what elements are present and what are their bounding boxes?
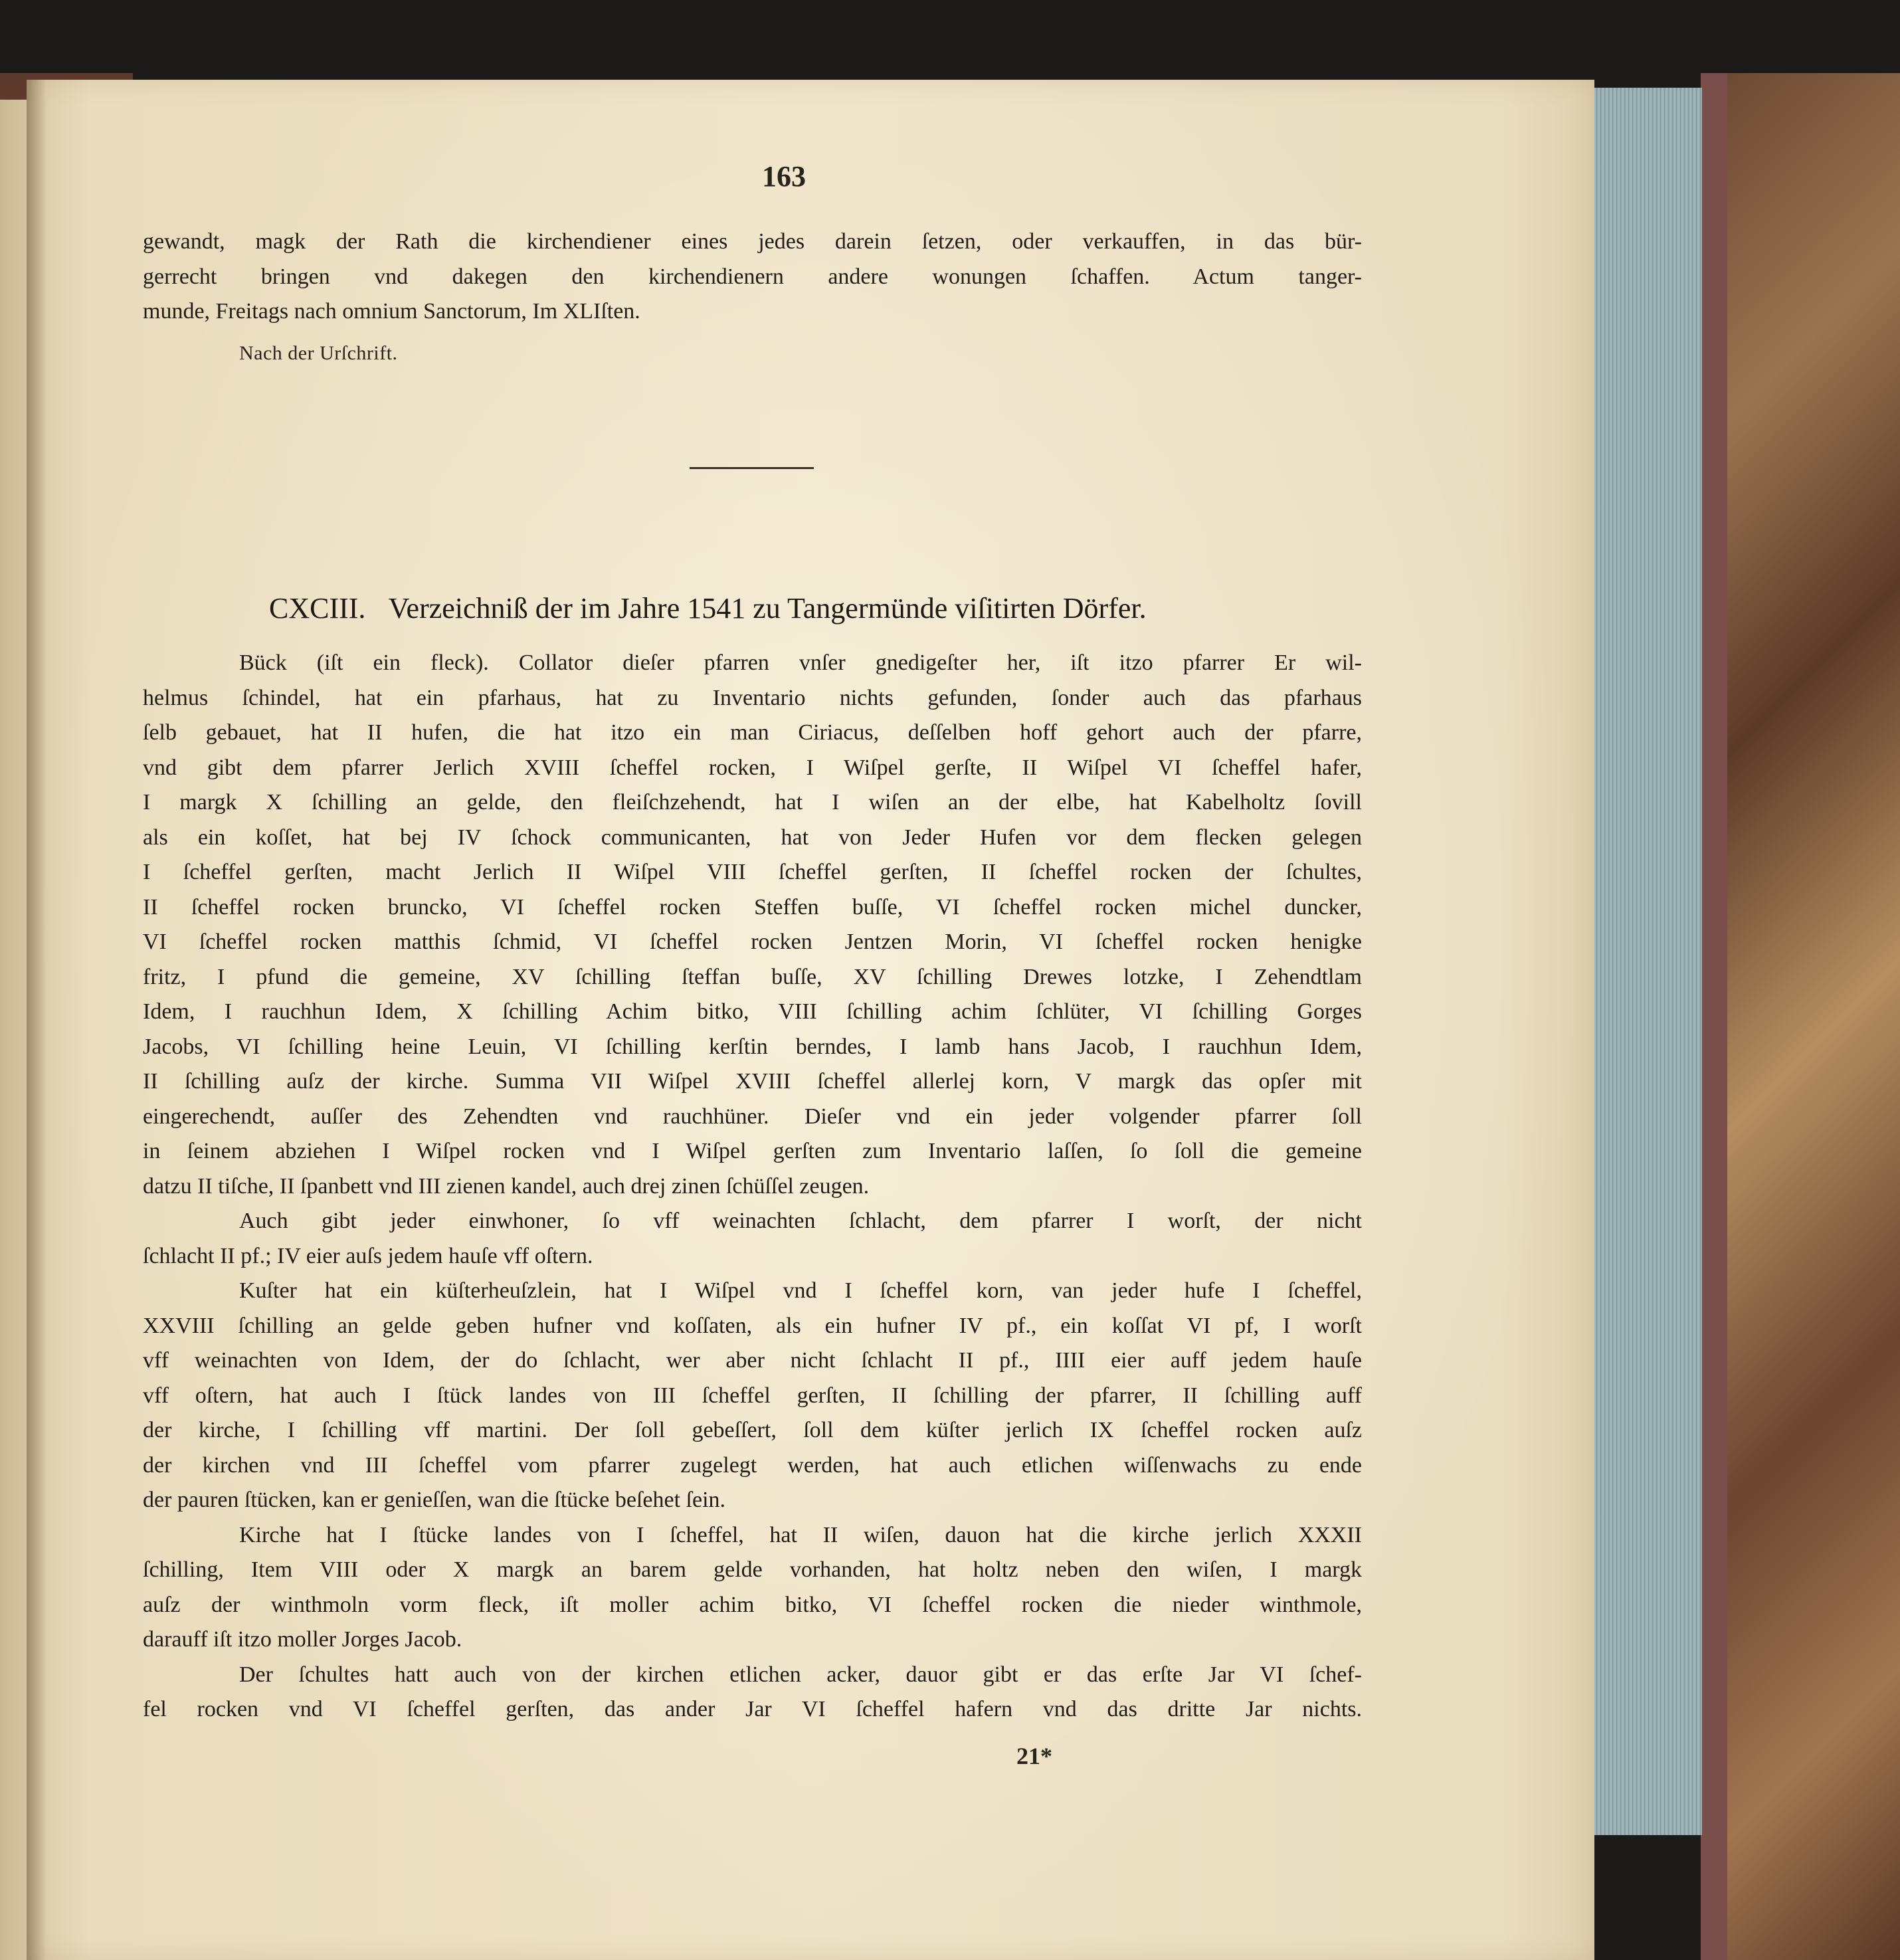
text-line: II ſchilling auſz der kirche. Summa VII Wiſpel XVIII ſcheffel allerlej korn, V margk das opſer mit	[143, 1069, 1362, 1094]
source-note: Nach der Urſchrift.	[239, 342, 398, 364]
printer-signature: 21*	[1016, 1743, 1052, 1769]
text-line: XXVIII ſchilling an gelde geben hufner vnd koſſaten, als ein hufner IV pf., ein koſſat VI pf, I worſt	[143, 1313, 1362, 1338]
text-line: der kirche, I ſchilling vff martini. Der ſoll gebeſſert, ſoll dem küſter jerlich IX ſcheffel rocken auſz	[143, 1418, 1362, 1442]
text-line: munde, Freitags nach omnium Sanctorum, Im XLIſten.	[143, 299, 640, 324]
page-gutter-shadow	[27, 80, 47, 1960]
section-divider	[690, 467, 814, 469]
text-line: ſchlacht II pf.; IV eier auſs jedem hauſe vff oſtern.	[143, 1243, 593, 1268]
text-line: fritz, I pfund die gemeine, XV ſchilling ſteffan buſſe, XV ſchilling Drewes lotzke, I Zehendtlam	[143, 964, 1362, 989]
marbled-cover-board	[1701, 73, 1900, 1960]
text-line: in ſeinem abziehen I Wiſpel rocken vnd I Wiſpel gerſten zum Inventario laſſen, ſo ſoll die gemeine	[143, 1139, 1362, 1163]
text-line: der pauren ſtücken, kan er genieſſen, wan die ſtücke beſehet ſein.	[143, 1488, 726, 1512]
text-line: Idem, I rauchhun Idem, X ſchilling Achim bitko, VIII ſchilling achim ſchlüter, VI ſchilling Gorges	[143, 999, 1362, 1024]
text-line: vnd gibt dem pfarrer Jerlich XVIII ſcheffel rocken, I Wiſpel gerſte, II Wiſpel VI ſcheffel hafer,	[143, 755, 1362, 780]
text-line: ſelb gebauet, hat II hufen, die hat itzo ein man Ciriacus, deſſelben hoff gehort auch der pfarre,	[143, 720, 1362, 745]
text-line: Bück (iſt ein fleck). Collator dieſer pfarren vnſer gnedigeſter her, iſt itzo pfarrer Er wil-	[239, 650, 1362, 675]
text-line: darauff iſt itzo moller Jorges Jacob.	[143, 1627, 462, 1652]
section-body	[143, 646, 1362, 1727]
text-line: vff oſtern, hat auch I ſtück landes von III ſcheffel gerſten, II ſchilling der pfarrer, II ſchilling auff	[143, 1383, 1362, 1408]
section-number: CXCIII.	[269, 592, 366, 625]
text-line: I margk X ſchilling an gelde, den fleiſchzehendt, hat I wiſen an der elbe, hat Kabelholtz ſovill	[143, 790, 1362, 815]
text-line: als ein koſſet, hat bej IV ſchock communicanten, hat von Jeder Hufen vor dem flecken gelegen	[143, 825, 1362, 850]
text-line: ſchilling, Item VIII oder X margk an barem gelde vorhanden, hat holtz neben den wiſen, I margk	[143, 1557, 1362, 1582]
section-title: Verzeichniß der im Jahre 1541 zu Tangermünde viſitirten Dörfer.	[388, 592, 1147, 625]
text-line: gewandt, magk der Rath die kirchendiener eines jedes darein ſetzen, oder verkauffen, in das bür-	[143, 229, 1362, 254]
text-line: gerrecht bringen vnd dakegen den kirchendienern andere wonungen ſchaffen. Actum tanger-	[143, 264, 1362, 289]
cover-spine-trim	[1701, 73, 1727, 1960]
text-line: I ſcheffel gerſten, macht Jerlich II Wiſpel VIII ſcheffel gerſten, II ſcheffel rocken der ſchultes,	[143, 860, 1362, 884]
text-line: datzu II tiſche, II ſpanbett vnd III zienen kandel, auch drej zinen ſchüſſel zeugen.	[143, 1173, 870, 1199]
text-line: Jacobs, VI ſchilling heine Leuin, VI ſchilling kerſtin berndes, I lamb hans Jacob, I rauchhun Idem,	[143, 1034, 1362, 1059]
text-line: eingerechendt, auſſer des Zehendten vnd rauchhüner. Dieſer vnd ein jeder volgender pfarrer ſoll	[143, 1104, 1362, 1129]
text-line: Auch gibt jeder einwhoner, ſo vff weinachten ſchlacht, dem pfarrer I worſt, der nicht	[239, 1209, 1362, 1233]
text-line: II ſcheffel rocken bruncko, VI ſcheffel rocken Steffen buſſe, VI ſcheffel rocken michel duncker,	[143, 894, 1362, 920]
text-line: VI ſcheffel rocken matthis ſchmid, VI ſcheffel rocken Jentzen Morin, VI ſcheffel rocken henigke	[143, 930, 1362, 954]
text-line: Der ſchultes hatt auch von der kirchen etlichen acker, dauor gibt er das erſte Jar VI ſchef-	[239, 1662, 1362, 1687]
text-line: Kirche hat I ſtücke landes von I ſcheffel, hat II wiſen, dauon hat die kirche jerlich XXXII	[239, 1522, 1362, 1547]
page-block-edges	[1588, 88, 1702, 1835]
page-number: 163	[762, 160, 806, 193]
section-heading	[269, 591, 1266, 625]
text-line: vff weinachten von Idem, der do ſchlacht, wer aber nicht ſchlacht II pf., IIII eier auff jedem hauſe	[143, 1348, 1362, 1373]
text-line: Kuſter hat ein küſterheuſzlein, hat I Wiſpel vnd I ſcheffel korn, van jeder hufe I ſcheffel,	[239, 1278, 1362, 1303]
text-line: fel rocken vnd VI ſcheffel gerſten, das ander Jar VI ſcheffel hafern vnd das dritte Jar nichts.	[143, 1697, 1362, 1721]
text-line: auſz der winthmoln vorm fleck, iſt moller achim bitko, VI ſcheffel rocken die nieder winthmole,	[143, 1592, 1362, 1617]
text-line: der kirchen vnd III ſcheffel vom pfarrer zugelegt werden, hat auch etlichen wiſſenwachs zu ende	[143, 1452, 1362, 1478]
continuation-paragraph	[143, 225, 1362, 330]
text-line: helmus ſchindel, hat ein pfarhaus, hat zu Inventario nichts gefunden, ſonder auch das pfarhaus	[143, 685, 1362, 710]
